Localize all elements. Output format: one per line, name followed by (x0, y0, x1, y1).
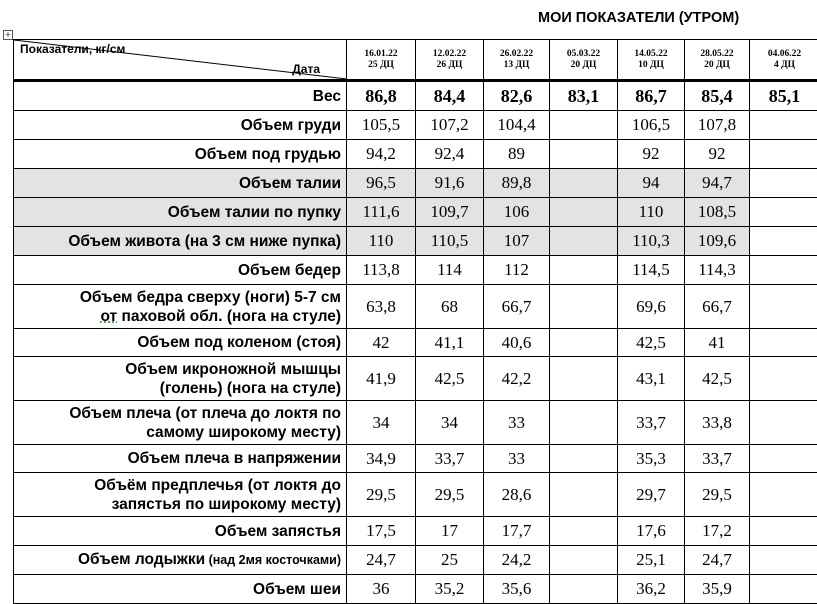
table-cell: 108,5 (685, 198, 750, 227)
table-cell: 107,8 (685, 111, 750, 140)
table-cell: 34,9 (347, 445, 416, 473)
table-row (14, 285, 817, 329)
table-cell: 110 (347, 227, 416, 256)
measurements-table (13, 39, 817, 604)
table-row (14, 111, 817, 140)
table-cell: 42 (347, 329, 416, 357)
table-cell: 85,1 (750, 81, 817, 111)
table-cell: 89,8 (484, 169, 550, 198)
table-cell: 66,7 (685, 285, 750, 329)
table-cell: 83,1 (550, 81, 618, 111)
table-cell: 25,1 (618, 546, 685, 575)
table-cell: 42,5 (416, 357, 484, 401)
table-cell: 17 (416, 517, 484, 546)
table-cell: 107,2 (416, 111, 484, 140)
table-cell: 104,4 (484, 111, 550, 140)
table-cell (550, 285, 618, 329)
table-cell: 106 (484, 198, 550, 227)
table-cell (550, 546, 618, 575)
table-cell: 29,5 (416, 473, 484, 517)
table-cell: 29,5 (347, 473, 416, 517)
table-cell: 114 (416, 256, 484, 285)
table-cell: 36 (347, 575, 416, 604)
table-cell: 113,8 (347, 256, 416, 285)
table-cell (750, 401, 817, 445)
table-cell: 68 (416, 285, 484, 329)
diagonal-header-cell (14, 40, 347, 81)
table-cell: 66,7 (484, 285, 550, 329)
table-cell: 42,5 (618, 329, 685, 357)
table-cell: 85,4 (685, 81, 750, 111)
table-row (14, 81, 817, 111)
row-label: Объём предплечья (от локтя до запястья по широкому месту) (14, 473, 347, 517)
table-cell: 33,7 (416, 445, 484, 473)
table-cell: 110,3 (618, 227, 685, 256)
table-cell (750, 575, 817, 604)
table-cell: 94,7 (685, 169, 750, 198)
table-cell (550, 445, 618, 473)
table-cell (750, 140, 817, 169)
table-cell: 112 (484, 256, 550, 285)
table-cell: 43,1 (618, 357, 685, 401)
table-cell: 29,7 (618, 473, 685, 517)
table-cell: 94,2 (347, 140, 416, 169)
table-cell: 42,5 (685, 357, 750, 401)
table-cell: 35,2 (416, 575, 484, 604)
indicators-label: Показатели, кг/см (20, 42, 125, 56)
date-header: 14.05.22 10 ДЦ (618, 40, 685, 81)
table-cell: 29,5 (685, 473, 750, 517)
table-row (14, 198, 817, 227)
table-cell: 36,2 (618, 575, 685, 604)
table-cell: 35,9 (685, 575, 750, 604)
table-cell: 94 (618, 169, 685, 198)
table-cell: 17,6 (618, 517, 685, 546)
table-cell: 17,7 (484, 517, 550, 546)
table-row (14, 227, 817, 256)
table-cell: 89 (484, 140, 550, 169)
row-label: Объем шеи (14, 575, 347, 604)
row-label: Объем живота (на 3 см ниже пупка) (14, 227, 347, 256)
row-label: Объем запястья (14, 517, 347, 546)
table-row (14, 517, 817, 546)
table-cell: 91,6 (416, 169, 484, 198)
table-cell: 33 (484, 445, 550, 473)
date-header: 16.01.22 25 ДЦ (347, 40, 416, 81)
table-cell (550, 140, 618, 169)
row-label: Объем плеча в напряжении (14, 445, 347, 473)
table-cell (550, 111, 618, 140)
table-cell (750, 198, 817, 227)
table-cell (550, 198, 618, 227)
table-cell: 105,5 (347, 111, 416, 140)
table-row (14, 357, 817, 401)
table-cell: 40,6 (484, 329, 550, 357)
date-header: 05.03.22 20 ДЦ (550, 40, 618, 81)
table-cell: 96,5 (347, 169, 416, 198)
table-cell: 92 (618, 140, 685, 169)
table-row (14, 329, 817, 357)
table-cell (750, 256, 817, 285)
table-cell: 86,7 (618, 81, 685, 111)
table-cell (750, 111, 817, 140)
page-title: МОИ ПОКАЗАТЕЛИ (УТРОМ) (538, 10, 739, 26)
table-row (14, 473, 817, 517)
table-row (14, 256, 817, 285)
table-cell: 17,2 (685, 517, 750, 546)
table-cell (750, 285, 817, 329)
table-row (14, 140, 817, 169)
table-cell: 86,8 (347, 81, 416, 111)
table-row (14, 546, 817, 575)
table-cell (750, 445, 817, 473)
table-cell: 33 (484, 401, 550, 445)
table-cell: 114,5 (618, 256, 685, 285)
date-header: 12.02.22 26 ДЦ (416, 40, 484, 81)
table-cell (550, 227, 618, 256)
table-cell (750, 473, 817, 517)
table-cell: 17,5 (347, 517, 416, 546)
table-row (14, 169, 817, 198)
table-row (14, 401, 817, 445)
table-cell: 33,7 (618, 401, 685, 445)
table-cell: 24,7 (347, 546, 416, 575)
table-cell: 110 (618, 198, 685, 227)
table-row (14, 575, 817, 604)
row-label: Объем икроножной мышцы (голень) (нога на стуле) (14, 357, 347, 401)
row-label: Объем бедра сверху (ноги) 5-7 см от паховой обл. (нога на стуле) (14, 285, 347, 329)
table-cell: 25 (416, 546, 484, 575)
table-cell: 24,2 (484, 546, 550, 575)
header-row (14, 40, 817, 81)
table-cell (750, 329, 817, 357)
table-cell: 41,1 (416, 329, 484, 357)
table-cell: 111,6 (347, 198, 416, 227)
table-cell: 69,6 (618, 285, 685, 329)
row-label: Объем бедер (14, 256, 347, 285)
table-cell: 92 (685, 140, 750, 169)
table-cell: 42,2 (484, 357, 550, 401)
table-move-handle-icon[interactable]: + (3, 30, 13, 40)
table-cell (750, 546, 817, 575)
date-header: 04.06.22 4 ДЦ (750, 40, 817, 81)
table-row (14, 445, 817, 473)
row-label: Объем талии по пупку (14, 198, 347, 227)
row-label: Объем под коленом (стоя) (14, 329, 347, 357)
table-cell: 28,6 (484, 473, 550, 517)
table-cell: 34 (347, 401, 416, 445)
table-cell (550, 517, 618, 546)
table-cell (550, 169, 618, 198)
row-label: Объем плеча (от плеча до локтя по самому широкому месту) (14, 401, 347, 445)
table-cell: 35,6 (484, 575, 550, 604)
table-cell: 106,5 (618, 111, 685, 140)
table-cell: 24,7 (685, 546, 750, 575)
table-cell: 34 (416, 401, 484, 445)
table-cell: 41,9 (347, 357, 416, 401)
date-header: 26.02.22 13 ДЦ (484, 40, 550, 81)
table-cell (550, 401, 618, 445)
table-cell: 110,5 (416, 227, 484, 256)
table-cell (550, 329, 618, 357)
table-cell: 33,8 (685, 401, 750, 445)
table-cell (750, 517, 817, 546)
row-label: Вес (14, 81, 347, 111)
table-cell: 82,6 (484, 81, 550, 111)
table-cell (550, 256, 618, 285)
table-cell: 63,8 (347, 285, 416, 329)
table-cell (550, 575, 618, 604)
table-cell: 33,7 (685, 445, 750, 473)
table-cell: 114,3 (685, 256, 750, 285)
row-label: Объем талии (14, 169, 347, 198)
table-cell (750, 357, 817, 401)
table-cell (550, 357, 618, 401)
table-cell: 84,4 (416, 81, 484, 111)
row-label: Объем под грудью (14, 140, 347, 169)
table-cell (550, 473, 618, 517)
table-cell: 35,3 (618, 445, 685, 473)
table-cell: 92,4 (416, 140, 484, 169)
table-cell: 109,6 (685, 227, 750, 256)
table-cell: 41 (685, 329, 750, 357)
date-label: Дата (292, 62, 320, 76)
row-label: Объем груди (14, 111, 347, 140)
date-header: 28.05.22 20 ДЦ (685, 40, 750, 81)
table-cell (750, 169, 817, 198)
table-cell: 107 (484, 227, 550, 256)
table-cell (750, 227, 817, 256)
table-cell: 109,7 (416, 198, 484, 227)
row-label: Объем лодыжки (над 2мя косточками) (14, 546, 347, 575)
